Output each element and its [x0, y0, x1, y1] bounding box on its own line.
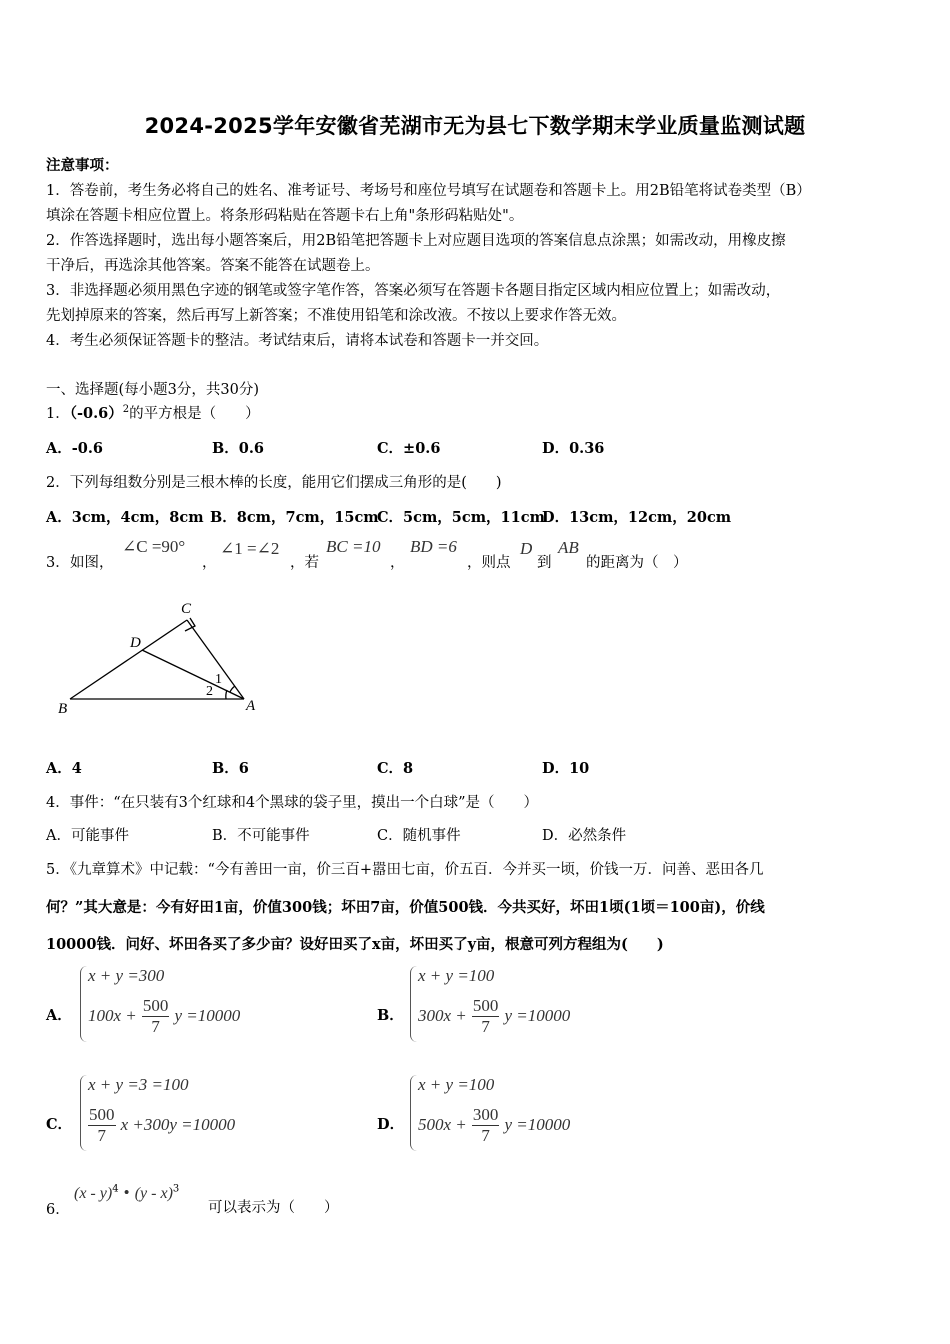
math-expression: D — [520, 539, 533, 558]
fraction: $\frac{500}{7}$ — [472, 996, 499, 1036]
question-text: ，则点 — [467, 555, 511, 571]
option-c: C．8 — [377, 760, 414, 777]
equation-2: 500x + $\frac{300}{7}$ y =10000 — [418, 1105, 571, 1145]
option-c: C．±0.6 — [377, 440, 441, 457]
label-b: B — [58, 701, 68, 717]
system-brace — [410, 966, 417, 1042]
option-b: B．8cm，7cm，15cm — [210, 509, 379, 526]
system-brace — [410, 1075, 417, 1151]
question-number: 6． — [46, 1202, 70, 1218]
question-5-line: 何？”其大意是：今有好田1亩，价值300钱；坏田7亩，价值500钱．今共买好，坏田1顷(1顷＝100亩)，价线 — [46, 899, 765, 916]
question-5-line: 5．《九章算术》中记载：“今有善田一亩，价三百+嚣田七亩，价五百．今并买一顷，价钱一万．问善、恶田各几 — [46, 862, 764, 878]
question-text: 的平方根是（ ） — [129, 406, 260, 422]
equation-1: x + y =100 — [418, 1075, 495, 1094]
question-4: 4．事件：“在只装有3个红球和4个黑球的袋子里，摸出一个白球”是（ ） — [46, 795, 538, 811]
option-b: B．不可能事件 — [212, 828, 310, 844]
equation-2: 100x + $\frac{500}{7}$ y =10000 — [88, 996, 241, 1036]
option-a: A．3cm，4cm，8cm — [46, 509, 204, 526]
question-number: 1． — [46, 406, 70, 422]
option-d: D．13cm，12cm，20cm — [542, 509, 732, 526]
option-d: D．10 — [542, 760, 590, 777]
triangle-figure — [50, 595, 280, 725]
math-expression: ∠1 =∠2 — [220, 539, 280, 558]
angle-arc-1 — [230, 686, 235, 692]
segment-ca — [187, 620, 244, 699]
label-d: D — [130, 635, 141, 651]
question-text: （-0.6） — [69, 405, 123, 422]
fraction: $\frac{500}{7}$ — [142, 996, 169, 1036]
notice-line: 先划掉原来的答案，然后再写上新答案；不准使用铅笔和涂改液。不按以上要求作答无效。 — [46, 308, 626, 324]
option-c-label: C． — [46, 1116, 73, 1133]
option-a: A．-0.6 — [46, 440, 103, 457]
option-b: B．6 — [212, 760, 249, 777]
question-number: 3． — [46, 555, 70, 571]
label-c: C — [181, 601, 192, 617]
option-b: B．0.6 — [212, 440, 264, 457]
equation-1: x + y =300 — [88, 966, 165, 985]
equation-1: x + y =3 =100 — [88, 1075, 189, 1094]
notice-line: 填涂在答题卡相应位置上。将条形码粘贴在答题卡右上角"条形码粘贴处"。 — [46, 208, 524, 224]
question-text: 的距离为（ ） — [586, 555, 688, 571]
math-expression: BC =10 — [326, 537, 381, 556]
fraction: $\frac{300}{7}$ — [472, 1105, 499, 1145]
notice-line: 1．答卷前，考生务必将自己的姓名、准考证号、考场号和座位号填写在试题卷和答题卡上。用2B铅笔将试卷类型（B） — [46, 183, 811, 199]
question-text: ， — [202, 555, 217, 571]
option-a: A．4 — [46, 760, 82, 777]
question-text: 可以表示为（ ） — [208, 1200, 339, 1216]
page-title: 2024-2025学年安徽省芜湖市无为县七下数学期末学业质量监测试题 — [144, 114, 806, 138]
exponent: 2 — [122, 404, 130, 416]
option-d: D．0.36 — [542, 440, 605, 457]
notice-line: 干净后，再选涂其他答案。答案不能答在试题卷上。 — [46, 258, 380, 274]
equation-2: $\frac{500}{7}$ x +300y =10000 — [89, 1105, 236, 1145]
option-d: D．必然条件 — [542, 828, 627, 844]
segment-bc — [70, 620, 187, 699]
question-5-line: 10000钱．问好、坏田各买了多少亩？设好田买了x亩，坏田买了y亩，根意可列方程组为( ) — [46, 936, 664, 953]
question-text: ，若 — [290, 555, 319, 571]
option-a-label: A． — [46, 1007, 72, 1024]
notice-line: 3．非选择题必须用黑色字迹的钢笔或签字笔作答，答案必须写在答题卡各题目指定区域内相应位置上；如需改动， — [46, 283, 781, 299]
system-brace — [80, 966, 87, 1042]
option-c: C．随机事件 — [377, 828, 461, 844]
question-2: 2．下列每组数分别是三根木棒的长度，能用它们摆成三角形的是( ) — [46, 475, 502, 491]
segment-da — [142, 650, 244, 699]
system-brace — [80, 1075, 87, 1151]
option-b-label: B． — [377, 1007, 404, 1024]
label-angle-2: 2 — [206, 684, 213, 699]
notice-line: 2．作答选择题时，选出每小题答案后，用2B铅笔把答题卡上对应题目选项的答案信息点涂黑；如需改动，用橡皮擦 — [46, 233, 786, 249]
equation-2: 300x + $\frac{500}{7}$ y =10000 — [418, 996, 571, 1036]
notice-heading: 注意事项： — [46, 157, 119, 174]
label-a: A — [246, 698, 256, 714]
question-1 — [46, 402, 260, 423]
angle-arc-2 — [226, 690, 227, 699]
math-expression: BD =6 — [410, 537, 457, 556]
question-text: ， — [390, 555, 405, 571]
option-a: A．可能事件 — [46, 828, 129, 844]
option-c: C．5cm，5cm，11cm — [377, 509, 545, 526]
math-expression: (x - y)$^4$ • (y - x)$^3$ — [74, 1183, 180, 1202]
question-text: 到 — [537, 555, 552, 571]
question-text: 如图， — [70, 555, 114, 571]
label-angle-1: 1 — [215, 672, 222, 687]
section-heading: 一、选择题(每小题3分，共30分) — [46, 382, 259, 398]
equation-1: x + y =100 — [418, 966, 495, 985]
math-expression: ∠C =90° — [122, 537, 186, 556]
fraction: $\frac{500}{7}$ — [89, 1105, 115, 1145]
notice-line: 4．考生必须保证答题卡的整洁。考试结束后，请将本试卷和答题卡一并交回。 — [46, 333, 549, 349]
math-expression: AB — [558, 538, 579, 557]
option-d-label: D． — [377, 1116, 405, 1133]
